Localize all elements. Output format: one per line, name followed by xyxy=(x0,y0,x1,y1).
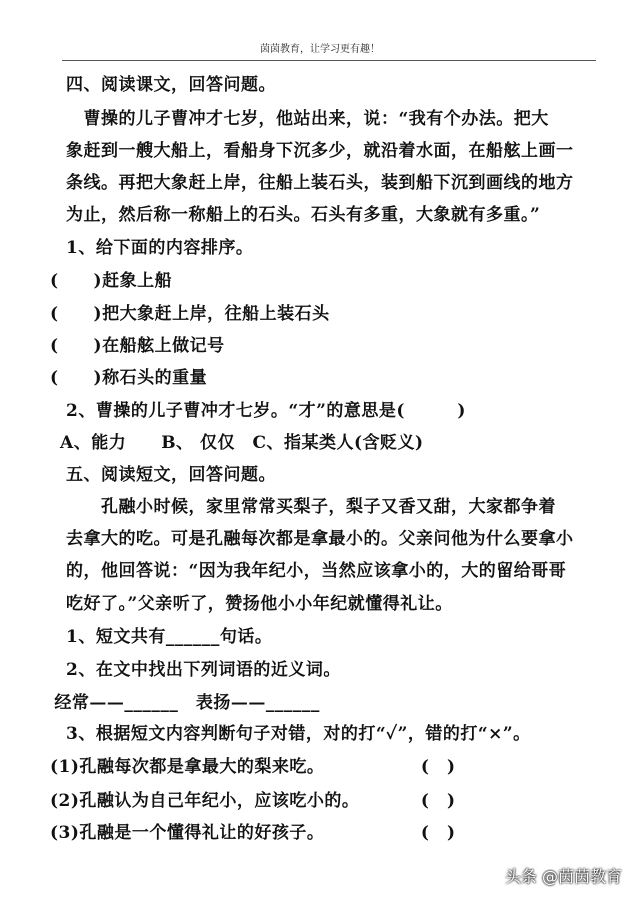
passage-2-line-2: 去拿大的吃。可是孔融每次都是拿最小的。父亲问他为什么要拿小 xyxy=(66,529,574,549)
s4-order-item-4: ( )称石头的重量 xyxy=(50,368,208,388)
s5-judge-item-1: (1)孔融每次都是拿最大的梨来吃。 ( ) xyxy=(50,757,456,777)
section-4-title: 四、阅读课文，回答问题。 xyxy=(66,75,276,95)
s5-question-1: 1、短文共有______句话。 xyxy=(66,627,273,647)
s4-order-item-1: ( )赶象上船 xyxy=(50,271,173,291)
header-divider xyxy=(62,60,596,61)
passage-1-line-1: 曹操的儿子曹冲才七岁，他站出来，说：“我有个办法。把大 xyxy=(66,109,549,129)
s5-question-3: 3、根据短文内容判断句子对错，对的打“✓”，错的打“×”。 xyxy=(66,724,531,744)
s4-q2-options: A、能力 B、 仅仅 C、指某类人(含贬义) xyxy=(60,433,424,453)
s4-question-1: 1、给下面的内容排序。 xyxy=(66,238,254,258)
s5-judge-item-3: (3)孔融是一个懂得礼让的好孩子。 ( ) xyxy=(50,823,456,843)
passage-1-line-3: 条线。再把大象赶上岸，往船上装石头，装到船下沉到画线的地方 xyxy=(66,173,574,193)
watermark: 头条 @茵茵教育 xyxy=(504,867,622,886)
s5-q2-blanks: 经常——______ 表扬——______ xyxy=(48,693,320,713)
passage-1-line-2: 象赶到一艘大船上，看船身下沉多少，就沿着水面，在船舷上画一 xyxy=(66,141,574,161)
section-5-title: 五、阅读短文，回答问题。 xyxy=(66,465,276,485)
passage-2-line-1: 孔融小时候，家里常常买梨子，梨子又香又甜，大家都争着 xyxy=(66,497,556,517)
passage-2-line-3: 的，他回答说：“因为我年纪小，当然应该拿小的，大的留给哥哥 xyxy=(66,561,567,581)
page-header: 茵茵教育，让学习更有趣！ xyxy=(260,44,380,55)
s4-order-item-3: ( )在船舷上做记号 xyxy=(50,336,225,356)
passage-1-line-4: 为止，然后称一称船上的石头。石头有多重，大象就有多重。” xyxy=(66,205,541,225)
s4-question-2: 2、曹操的儿子曹冲才七岁。“才”的意思是( ) xyxy=(66,401,466,421)
s5-question-2: 2、在文中找出下列词语的近义词。 xyxy=(66,660,341,680)
s4-order-item-2: ( )把大象赶上岸，往船上装石头 xyxy=(50,304,330,324)
passage-2-line-4: 吃好了。”父亲听了，赞扬他小小年纪就懂得礼让。 xyxy=(66,594,453,614)
s5-judge-item-2: (2)孔融认为自己年纪小，应该吃小的。 ( ) xyxy=(50,791,456,811)
